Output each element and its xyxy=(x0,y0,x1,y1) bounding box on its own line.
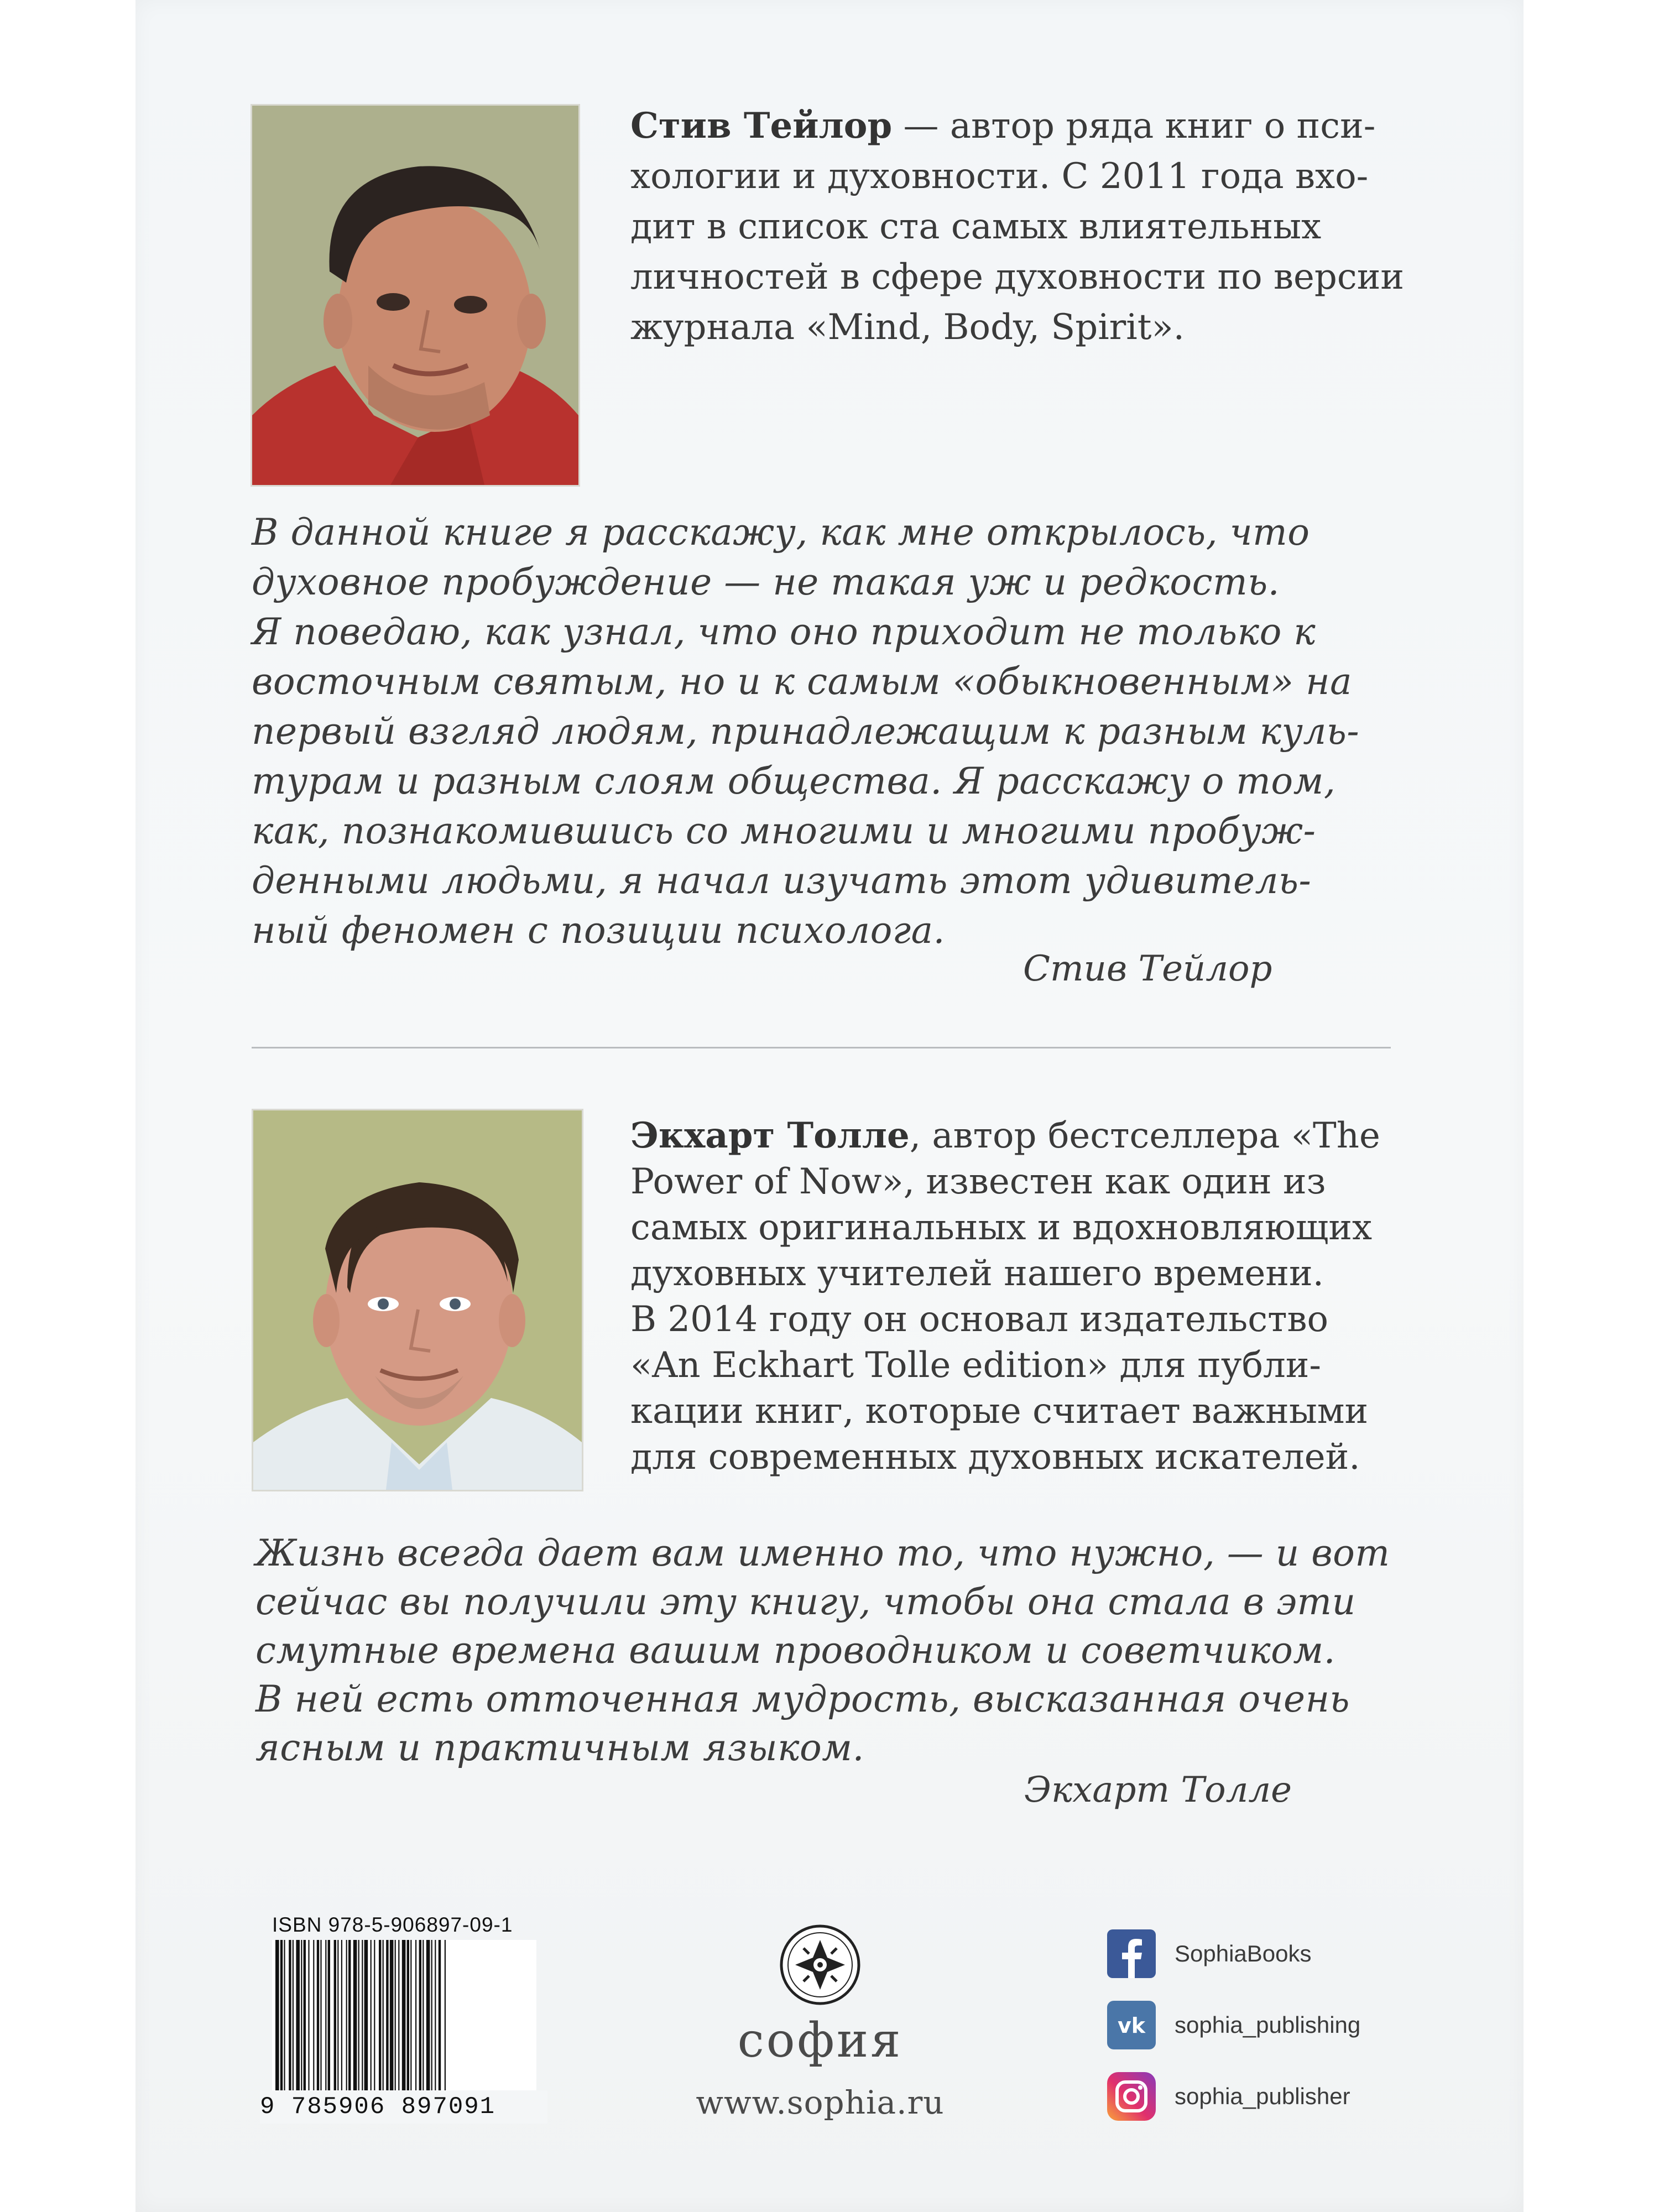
author-name: Экхарт Толле xyxy=(630,1115,910,1156)
signature-eckhart-tolle: Экхарт Толле xyxy=(1024,1770,1292,1811)
vk-icon xyxy=(1107,2001,1156,2049)
quote-line: как, познакомившись со многими и многими пробуж- xyxy=(252,810,1316,852)
quote-line: сейчас вы получили эту книгу, чтобы она стала в эти xyxy=(255,1580,1356,1623)
publisher-logo-text: софия xyxy=(737,2013,903,2068)
bio-text: кации книг, которые считает важными xyxy=(630,1391,1369,1432)
bio-text: для современных духовных искателей. xyxy=(630,1437,1360,1478)
instagram-icon xyxy=(1107,2072,1156,2121)
quote-line: денными людьми, я начал изучать этот удивитель- xyxy=(252,859,1312,902)
author-name: Стив Тейлор xyxy=(630,105,893,147)
quote-line: смутные времена вашим проводником и советчиком. xyxy=(255,1629,1336,1672)
bio-text: В 2014 году он основал издательство xyxy=(630,1299,1329,1340)
social-link-vk[interactable] xyxy=(1107,1999,1461,2052)
barcode-digits: 9 785906 897091 xyxy=(260,2090,547,2124)
author-bio-steve-taylor xyxy=(630,101,1405,353)
quote-line: духовное пробуждение — не такая уж и редкость. xyxy=(252,561,1280,603)
signature-steve-taylor: Стив Тейлор xyxy=(1023,948,1272,989)
social-link-instagram[interactable] xyxy=(1107,2070,1461,2123)
social-link-facebook[interactable] xyxy=(1107,1927,1461,1980)
bio-text: Power of Now», известен как один из xyxy=(630,1161,1326,1202)
quote-line: Я поведаю, как узнал, что оно приходит не только к xyxy=(252,611,1316,653)
bio-text: самых оригинальных и вдохновляющих xyxy=(630,1207,1373,1248)
quote-steve-taylor xyxy=(252,508,1391,956)
social-label: sophia_publisher xyxy=(1175,2083,1350,2109)
section-divider xyxy=(252,1047,1391,1048)
quote-line: В ней есть отточенная мудрость, высказанная очень xyxy=(255,1678,1350,1720)
quote-line: В данной книге я расскажу, как мне открылось, что xyxy=(252,511,1310,554)
author-photo-eckhart-tolle xyxy=(252,1109,583,1491)
bio-text: «An Eckhart Tolle edition» для публи- xyxy=(630,1345,1322,1386)
publisher-emblem-icon xyxy=(779,1923,862,2006)
bio-text: хологии и духовности. С 2011 года вхо- xyxy=(630,156,1369,197)
quote-line: турам и разным слоям общества. Я расскажу о том, xyxy=(252,760,1336,802)
quote-line: восточным святым, но и к самым «обыкновенным» на xyxy=(252,660,1352,703)
bio-text: — автор ряда книг о пси- xyxy=(892,106,1376,147)
bio-text: личностей в сфере духовности по версии xyxy=(630,257,1405,298)
isbn-label: ISBN 978-5-906897-09-1 xyxy=(272,1913,513,1936)
social-label: sophia_publishing xyxy=(1175,2012,1361,2038)
bio-text: дит в список ста самых влиятельных xyxy=(630,206,1322,247)
bio-text: , автор бестселлера «The xyxy=(909,1115,1380,1156)
quote-eckhart-tolle xyxy=(255,1529,1395,1772)
quote-line: первый взгляд людям, принадлежащим к разным куль- xyxy=(252,710,1360,753)
publisher-url[interactable]: www.sophia.ru xyxy=(696,2084,945,2121)
social-label: SophiaBooks xyxy=(1175,1940,1312,1966)
facebook-icon xyxy=(1107,1929,1156,1978)
quote-line: Жизнь всегда дает вам именно то, что нужно, — и вот xyxy=(255,1532,1390,1574)
bio-text: журнала «Mind, Body, Spirit». xyxy=(630,307,1185,348)
author-bio-eckhart-tolle xyxy=(630,1113,1405,1480)
author-photo-steve-taylor xyxy=(251,104,580,487)
quote-line: ный феномен с позиции психолога. xyxy=(252,909,945,952)
bio-text: духовных учителей нашего времени. xyxy=(630,1253,1324,1294)
quote-line: ясным и практичным языком. xyxy=(255,1726,864,1769)
svg-text:vk: vk xyxy=(1117,2013,1146,2038)
